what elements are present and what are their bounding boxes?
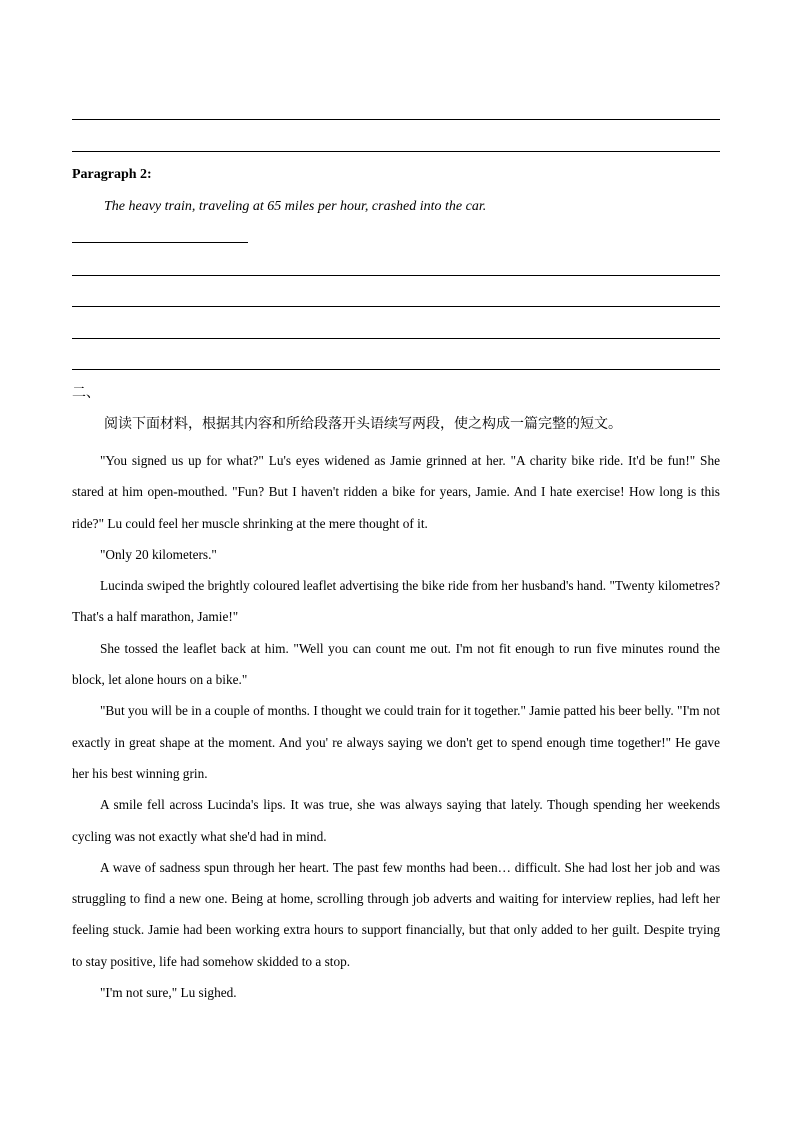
story-paragraph: "You signed us up for what?" Lu's eyes widened as Jamie grinned at her. "A charity bike ride. It'd be fun!" She stared at him open-mouthed. "Fun? But I haven't ridden a bike for years, Jamie. And I hate exercise! How long is this ride?" Lu could feel her muscle shrinking at the mere thought of it. <box>72 453 720 531</box>
answer-line-short <box>72 242 248 243</box>
answer-line <box>72 338 720 339</box>
story-paragraph: Lucinda swiped the brightly coloured leaflet advertising the bike ride from her husband's hand. "Twenty kilometres? That's a half marathon, Jamie!" <box>72 578 720 625</box>
answer-line <box>72 369 720 370</box>
story-paragraph: She tossed the leaflet back at him. "Well you can count me out. I'm not fit enough to run five minutes round the block, let alone hours on a bike." <box>72 640 720 688</box>
story-paragraph: "I'm not sure," Lu sighed. <box>100 985 237 1001</box>
story-paragraph: "But you will be in a couple of months. I thought we could train for it together." Jamie patted his beer belly. "I'm not exactly in great shape at the moment. And you' re always saying we don't get to spend enough time together!" He gave her his best winning grin. <box>72 703 720 781</box>
story-text <box>72 445 720 1008</box>
answer-line <box>72 306 720 307</box>
answer-line <box>72 151 720 152</box>
story-paragraph: A smile fell across Lucinda's lips. It was true, she was always saying that lately. Though spending her weekends cycling was not exactly what she'd had in mind. <box>72 797 720 844</box>
paragraph-opening: The heavy train, traveling at 65 miles per hour, crashed into the car. <box>104 199 487 214</box>
story-paragraph: "Only 20 kilometers." <box>100 546 217 562</box>
story-paragraph: A wave of sadness spun through her heart. The past few months had been… difficult. She had lost her job and was struggling to find a new one. Being at home, scrolling through job adverts and waiting for interview replies, had left her feeling stuck. Jamie had been working extra hours to support financially, but that only added to her guilt. Despite trying to stay positive, life had somehow skidded to a stop. <box>72 859 720 969</box>
answer-line <box>72 275 720 276</box>
paragraph-label: Paragraph 2: <box>72 167 152 182</box>
answer-line <box>72 119 720 120</box>
section-instruction: 阅读下面材料，根据其内容和所给段落开头语续写两段，使之构成一篇完整的短文。 <box>104 416 622 432</box>
section-marker: 二、 <box>72 385 100 401</box>
